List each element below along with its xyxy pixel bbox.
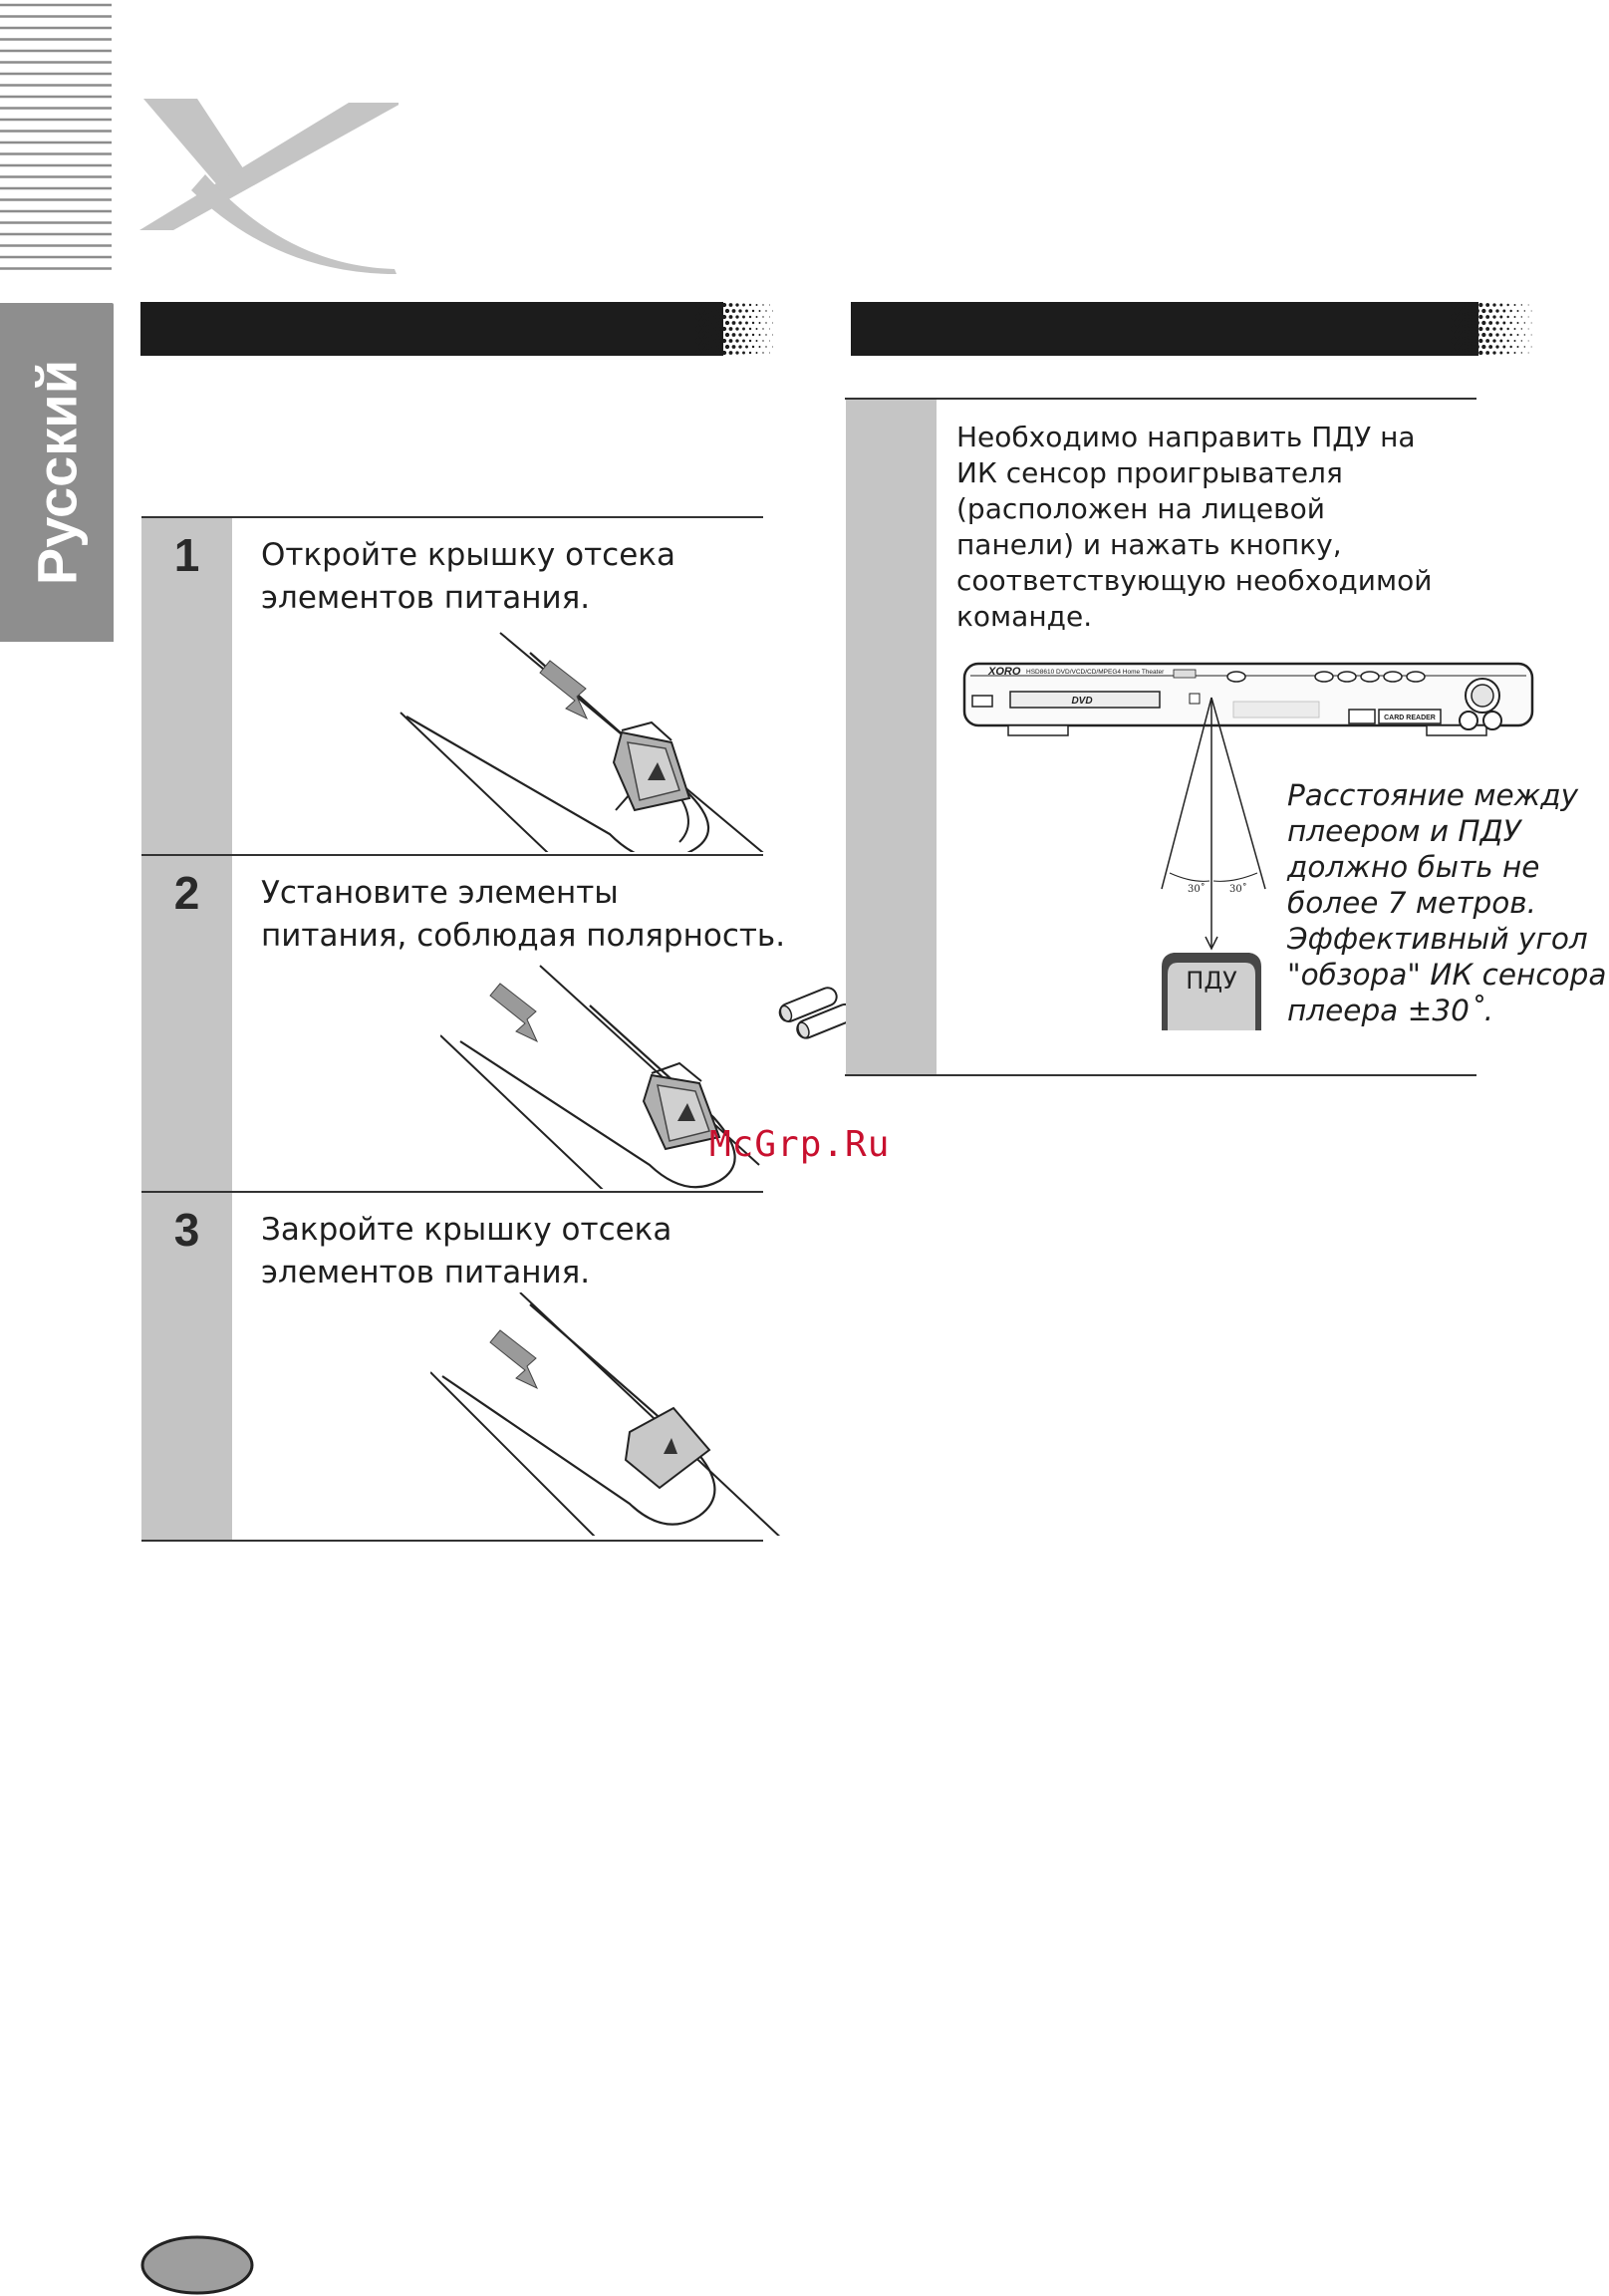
brand-x-logo <box>137 95 399 274</box>
step-text-line: элементов питания. <box>261 1255 591 1291</box>
step-text-line: питания, соблюдая полярность. <box>261 918 786 954</box>
step-1 <box>141 518 763 854</box>
usage-line: команде. <box>956 600 1093 633</box>
usage-bottom-rule <box>845 1074 1476 1076</box>
language-label: Русский <box>25 359 89 586</box>
usage-note <box>1287 777 1609 1028</box>
step-3 <box>141 1193 763 1540</box>
remote-label: ПДУ <box>1186 967 1237 995</box>
usage-line: соответствующую необходимой <box>956 564 1433 597</box>
usage-instructions <box>956 420 1475 635</box>
note-line: "обзора" ИК сенсора <box>1287 958 1607 992</box>
watermark: McGrp.Ru <box>709 1124 891 1165</box>
usage-side-column <box>846 400 937 1074</box>
device-brand: XORO <box>988 666 1021 678</box>
note-line: Расстояние между <box>1287 778 1579 812</box>
usage-line: ИК сенсор проигрывателя <box>956 456 1343 489</box>
remote-close-cover-illustration <box>430 1292 829 1536</box>
usage-line: Необходимо направить ПДУ на <box>956 421 1416 453</box>
step-text-line: элементов питания. <box>261 580 591 616</box>
step-text-line: Откройте крышку отсека <box>261 537 675 573</box>
usage-line: (расположен на лицевой <box>956 492 1325 525</box>
usage-line: панели) и нажать кнопку, <box>956 528 1342 561</box>
step-number: 2 <box>173 867 200 919</box>
usage-top-rule <box>845 398 1476 400</box>
step-text <box>261 534 819 620</box>
remote-open-cover-illustration <box>391 613 819 852</box>
angle-label-right: 30˚ <box>1229 884 1247 895</box>
steps-bottom-rule <box>141 1540 763 1542</box>
language-tab <box>0 303 114 642</box>
step-text <box>261 1209 819 1294</box>
note-line: плеером и ПДУ <box>1287 814 1521 848</box>
step-text-line: Установите элементы <box>261 875 619 911</box>
decorative-stripes <box>0 0 112 271</box>
angle-label-left: 30˚ <box>1188 884 1206 895</box>
note-line: Эффективный угол <box>1287 922 1588 956</box>
card-reader-label: CARD READER <box>1384 715 1436 721</box>
step-2 <box>141 856 786 1191</box>
step-number: 1 <box>173 529 200 581</box>
section-header-bar-left <box>140 302 778 356</box>
step-number: 3 <box>173 1204 200 1256</box>
note-line: должно быть не <box>1287 850 1540 884</box>
device-model: HSD8610 DVD/VCD/CD/MPEG4 Home Theater <box>1026 669 1165 676</box>
step-text-line: Закройте крышку отсека <box>261 1212 672 1248</box>
note-line: более 7 метров. <box>1287 886 1537 920</box>
tray-label: DVD <box>1071 696 1093 707</box>
section-header-bar-right <box>851 302 1538 356</box>
step-text <box>261 872 819 958</box>
note-line: плеера ±30˚. <box>1287 994 1494 1027</box>
page-number-oval <box>139 2234 255 2296</box>
